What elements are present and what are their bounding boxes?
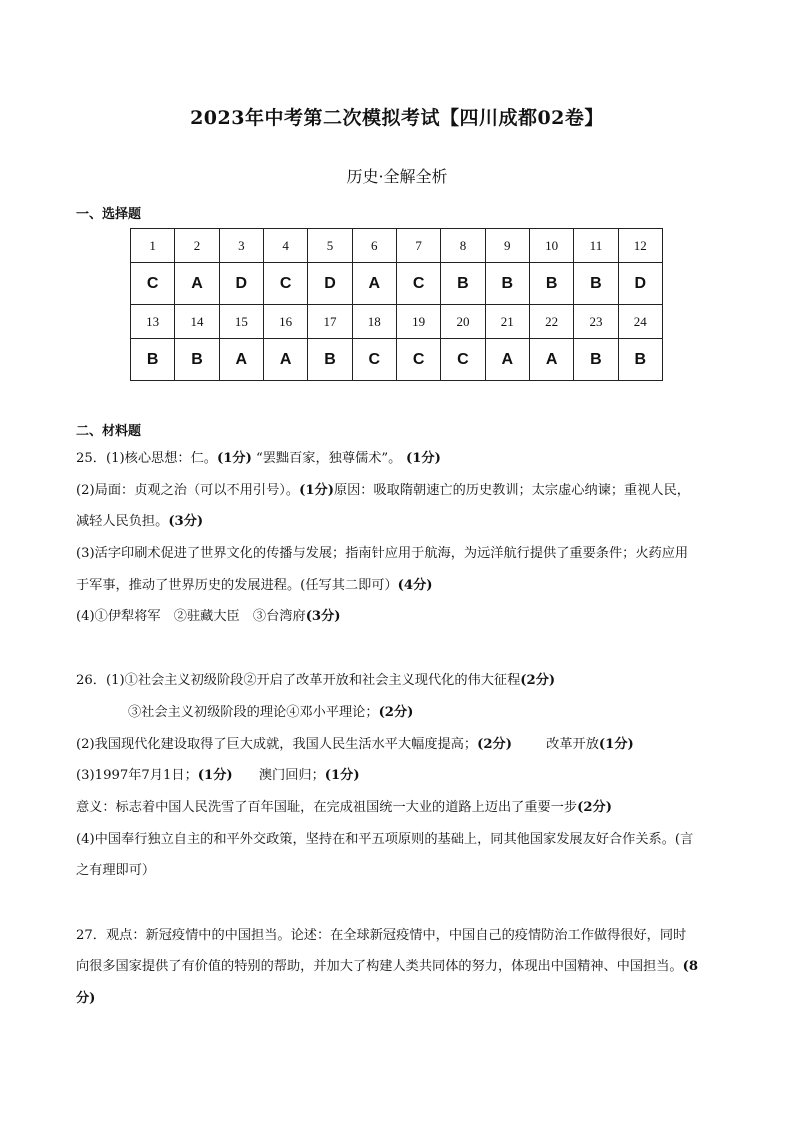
question-number: 7 bbox=[396, 229, 440, 263]
text: ③社会主义初级阶段的理论④邓小平理论； bbox=[128, 705, 379, 720]
question-number: 3 bbox=[219, 229, 263, 263]
table-row bbox=[131, 305, 663, 339]
section-heading-material: 二、材料题 bbox=[76, 424, 142, 439]
text: 于军事，推动了世界历史的发展进程。(任写其二即可） bbox=[76, 578, 398, 593]
answer-letter: B bbox=[131, 339, 175, 381]
q26-line-4 bbox=[76, 767, 726, 785]
question-number: 22 bbox=[529, 305, 573, 339]
table-row bbox=[131, 339, 663, 381]
table-row bbox=[131, 229, 663, 263]
question-number: 21 bbox=[485, 305, 529, 339]
score: (1分) bbox=[401, 451, 441, 466]
text: 意义：标志着中国人民洗雪了百年国耻，在完成祖国统一大业的道路上迈出了重要一步 bbox=[76, 800, 578, 815]
text: “罢黜百家，独尊儒术”。 bbox=[251, 451, 402, 466]
q26-line-5 bbox=[76, 799, 726, 817]
answer-letter: D bbox=[219, 263, 263, 305]
question-number: 14 bbox=[175, 305, 219, 339]
answer-letter: A bbox=[219, 339, 263, 381]
answer-letter: B bbox=[529, 263, 573, 305]
text: 26．(1)①社会主义初级阶段②开启了改革开放和社会主义现代化的伟大征程 bbox=[76, 673, 521, 688]
page-subtitle: 历史·全解全析 bbox=[346, 167, 448, 186]
question-number: 19 bbox=[396, 305, 440, 339]
q26-line-2 bbox=[128, 704, 778, 722]
score: (2分) bbox=[577, 800, 612, 815]
question-number: 10 bbox=[529, 229, 573, 263]
score: (8 bbox=[682, 959, 699, 974]
text: (2)局面：贞观之治（可以不用引号）。 bbox=[76, 483, 300, 498]
question-number: 23 bbox=[574, 305, 618, 339]
answer-letter: A bbox=[529, 339, 573, 381]
q25-line-4: (3)活字印刷术促进了世界文化的传播与发展；指南针应用于航海，为远洋航行提供了重要条件；火药应用 bbox=[76, 546, 689, 561]
answer-letter: C bbox=[396, 263, 440, 305]
question-number: 18 bbox=[352, 305, 396, 339]
score: (2分) bbox=[378, 705, 414, 720]
text: 减轻人民负担。 bbox=[76, 514, 169, 529]
score: (2分) bbox=[477, 737, 512, 752]
question-number: 16 bbox=[263, 305, 307, 339]
q26-line-6: (4)中国奉行独立自主的和平外交政策，坚持在和平五项原则的基础上，同其他国家发展友好合作关系。(言 bbox=[76, 832, 694, 847]
question-number: 17 bbox=[308, 305, 352, 339]
table-row bbox=[131, 263, 663, 305]
question-number: 12 bbox=[618, 229, 662, 263]
answer-letter: B bbox=[485, 263, 529, 305]
q25-line-3 bbox=[76, 513, 726, 531]
question-number: 24 bbox=[618, 305, 662, 339]
answer-letter: B bbox=[574, 339, 618, 381]
score: (1分) bbox=[598, 737, 634, 752]
question-number: 20 bbox=[441, 305, 485, 339]
score: (3分) bbox=[168, 514, 204, 529]
q27-line-2 bbox=[76, 958, 726, 976]
question-number: 1 bbox=[131, 229, 175, 263]
answer-letter: C bbox=[263, 263, 307, 305]
q27-line-3: 分) bbox=[76, 991, 96, 1006]
section-heading-choice: 一、选择题 bbox=[76, 207, 142, 222]
question-number: 9 bbox=[485, 229, 529, 263]
answer-table bbox=[130, 228, 663, 381]
answer-letter: A bbox=[263, 339, 307, 381]
text: 向很多国家提供了有价值的特别的帮助，并加大了构建人类共同体的努力，体现出中国精神、中国担当。 bbox=[76, 959, 683, 974]
answer-letter: C bbox=[352, 339, 396, 381]
answer-letter: A bbox=[175, 263, 219, 305]
q26-line-1 bbox=[76, 672, 726, 690]
text: 25．(1)核心思想：仁。 bbox=[76, 451, 217, 466]
q27-line-1: 27．观点：新冠疫情中的中国担当。论述：在全球新冠疫情中，中国自己的疫情防治工作做得很好，同时 bbox=[76, 928, 687, 943]
answer-letter: A bbox=[485, 339, 529, 381]
question-number: 8 bbox=[441, 229, 485, 263]
score: (2分) bbox=[520, 673, 556, 688]
question-number: 11 bbox=[574, 229, 618, 263]
answer-letter: B bbox=[175, 339, 219, 381]
score: (4分) bbox=[397, 578, 433, 593]
page-title: 2023年中考第二次模拟考试【四川成都02卷】 bbox=[190, 107, 604, 129]
score: (1分) bbox=[299, 483, 334, 498]
text: (3)1997年7月1日； bbox=[76, 768, 198, 783]
score: (3分) bbox=[305, 609, 341, 624]
q25-line-5 bbox=[76, 577, 726, 595]
question-number: 4 bbox=[263, 229, 307, 263]
text: 澳门回归； bbox=[258, 768, 325, 783]
question-number: 15 bbox=[219, 305, 263, 339]
q26-line-7: 之有理即可） bbox=[76, 863, 156, 878]
answer-letter: B bbox=[618, 339, 662, 381]
q25-line-2 bbox=[76, 482, 726, 500]
q25-line-1 bbox=[76, 450, 726, 468]
q26-line-3 bbox=[76, 736, 726, 754]
question-number: 5 bbox=[308, 229, 352, 263]
answer-letter: C bbox=[441, 339, 485, 381]
answer-letter: B bbox=[574, 263, 618, 305]
score: (1分) bbox=[197, 768, 233, 783]
answer-letter: B bbox=[308, 339, 352, 381]
text: 改革开放 bbox=[546, 737, 599, 752]
question-number: 13 bbox=[131, 305, 175, 339]
answer-letter: D bbox=[618, 263, 662, 305]
answer-letter: A bbox=[352, 263, 396, 305]
question-number: 6 bbox=[352, 229, 396, 263]
answer-letter: B bbox=[441, 263, 485, 305]
text: (4)①伊犁将军 ②驻藏大臣 ③台湾府 bbox=[76, 609, 306, 624]
score: (1分) bbox=[216, 451, 252, 466]
q25-line-6 bbox=[76, 608, 726, 626]
answer-letter: D bbox=[308, 263, 352, 305]
question-number: 2 bbox=[175, 229, 219, 263]
text: (2)我国现代化建设取得了巨大成就，我国人民生活水平大幅度提高； bbox=[76, 737, 478, 752]
score: (1分) bbox=[324, 768, 360, 783]
text: 原因：吸取隋朝速亡的历史教训；太宗虚心纳谏；重视人民， bbox=[333, 483, 690, 498]
answer-letter: C bbox=[131, 263, 175, 305]
answer-letter: C bbox=[396, 339, 440, 381]
